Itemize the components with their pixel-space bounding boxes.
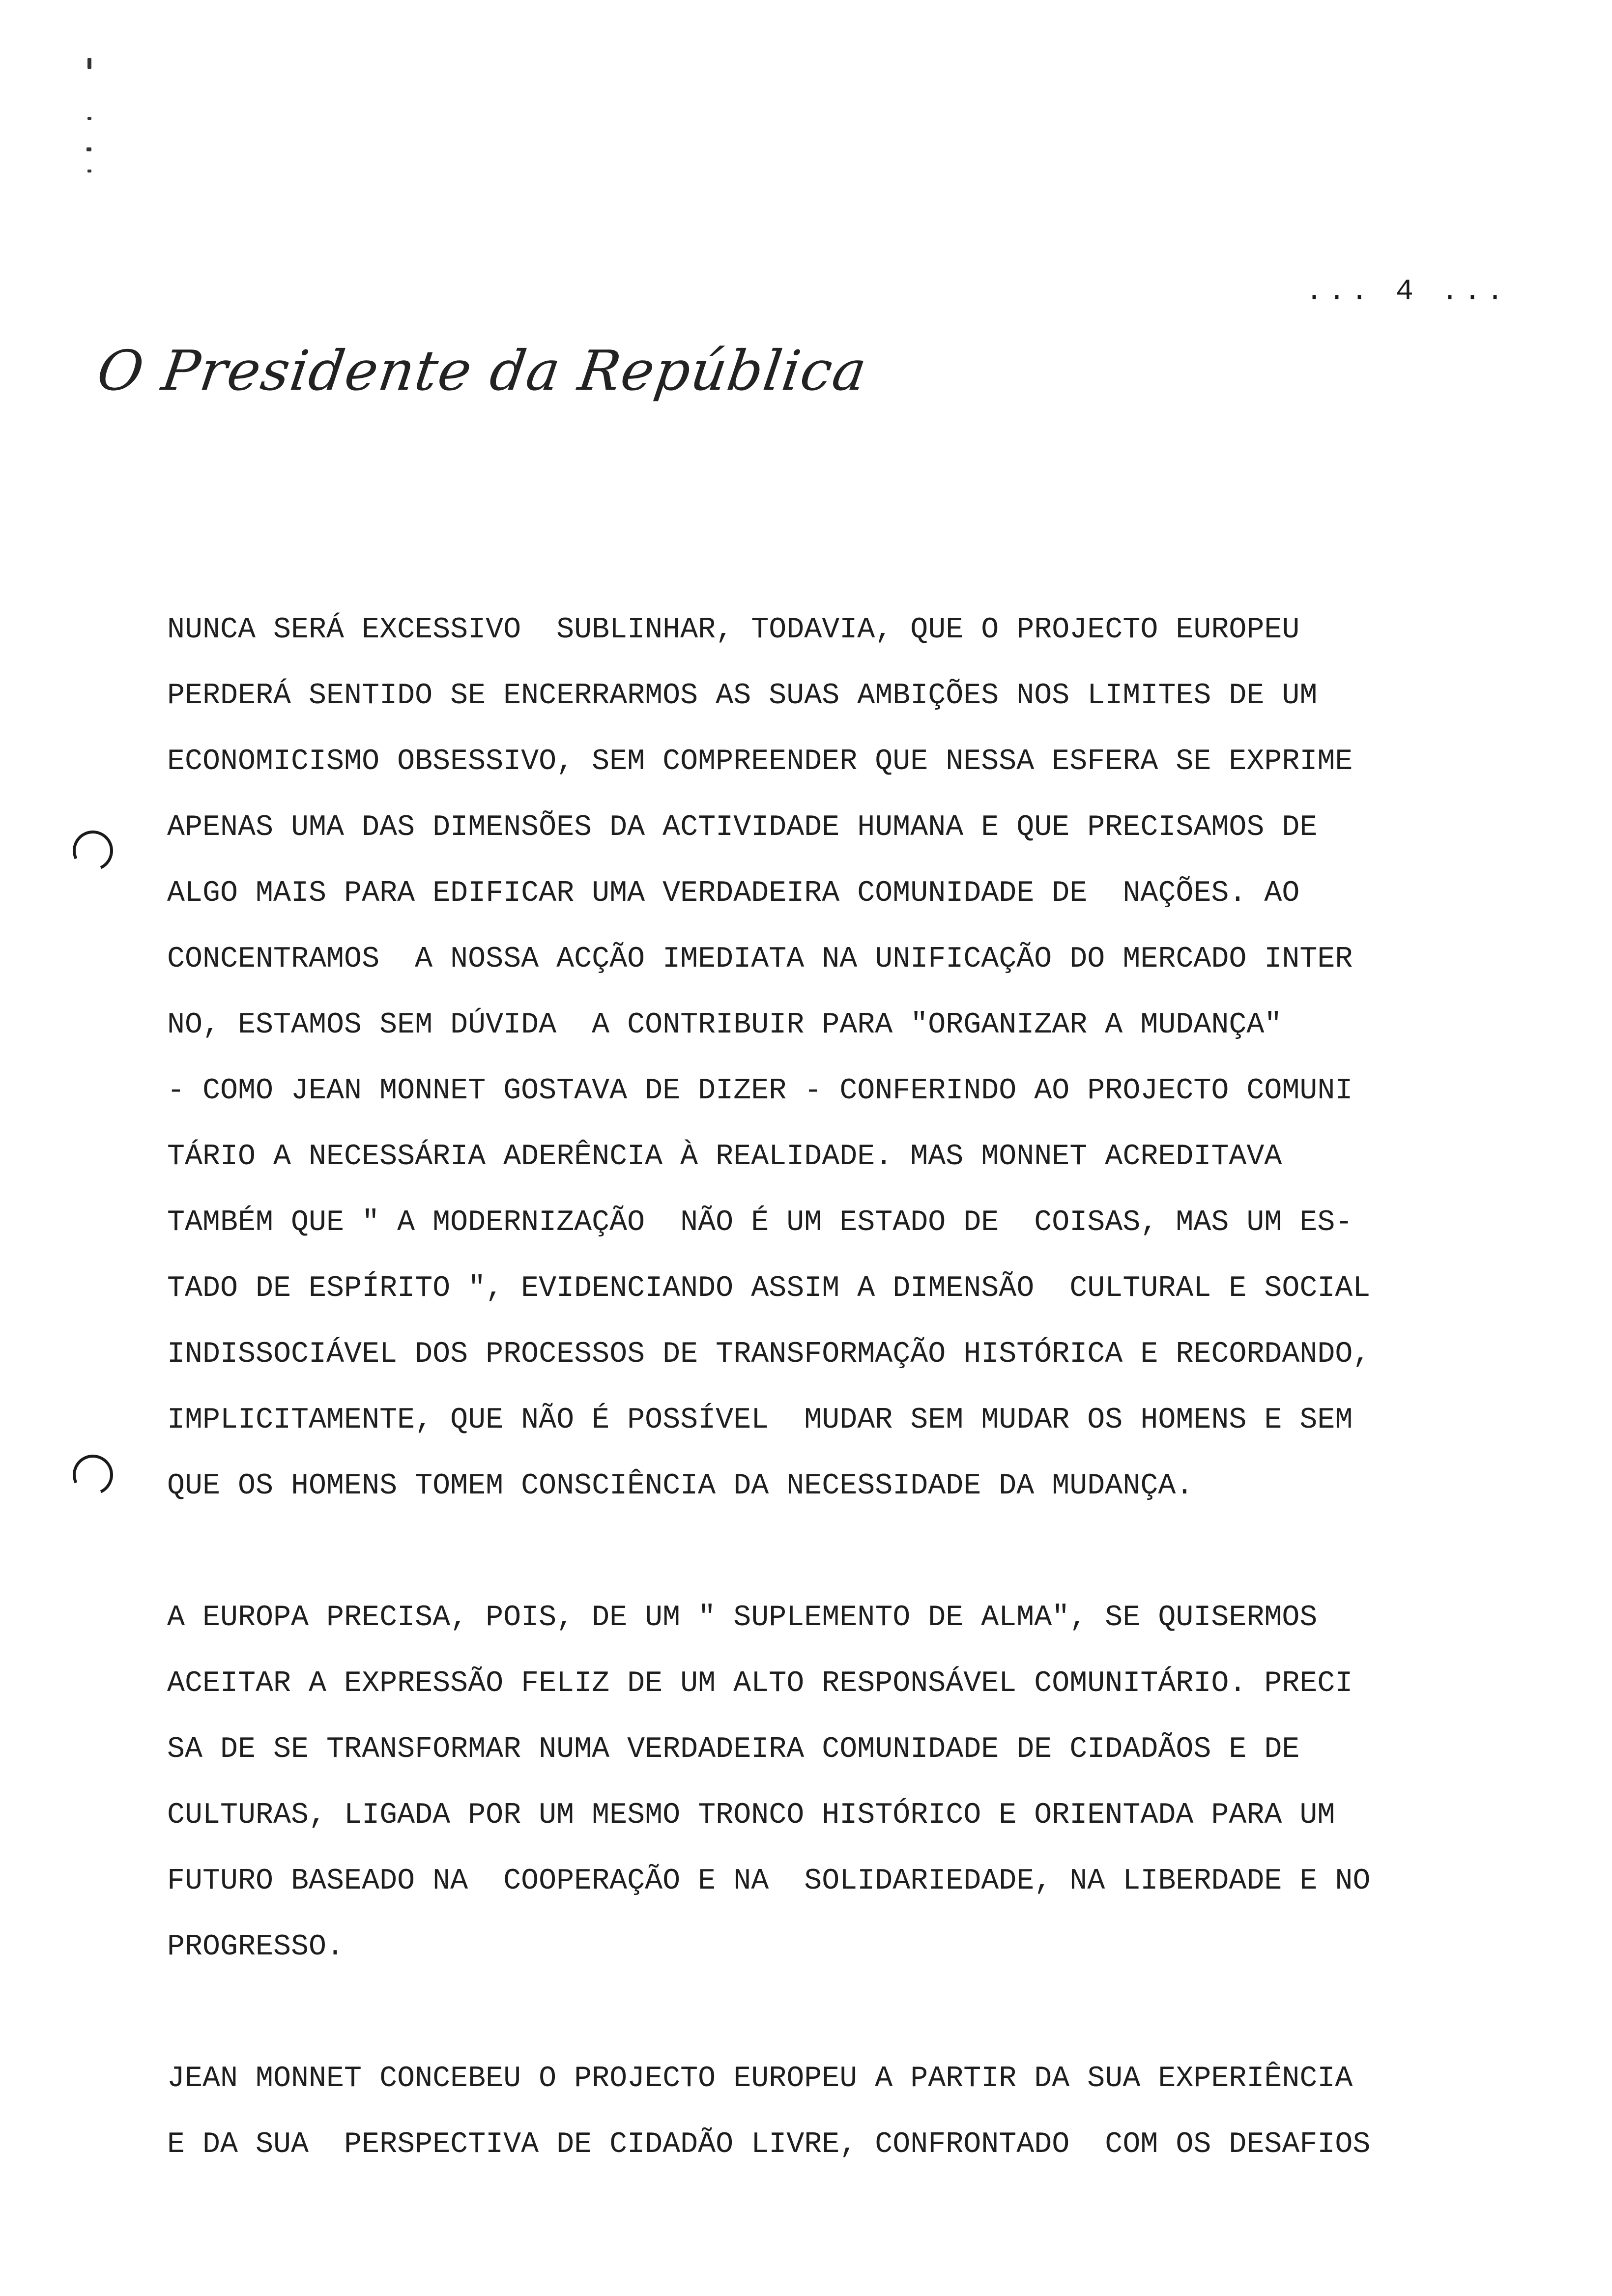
margin-mark <box>86 147 91 151</box>
paragraph <box>167 2046 1524 2178</box>
paragraph <box>167 1585 1524 1980</box>
text-line: NO, ESTAMOS SEM DÚVIDA A CONTRIBUIR PARA "ORGANIZAR A MUDANÇA" <box>167 1008 1282 1042</box>
page-number: ... 4 ... <box>1305 275 1509 309</box>
text-line: ALGO MAIS PARA EDIFICAR UMA VERDADEIRA COMUNIDADE DE NAÇÕES. AO <box>167 877 1300 910</box>
text-line: PERDERÁ SENTIDO SE ENCERRARMOS AS SUAS AMBIÇÕES NOS LIMITES DE UM <box>167 679 1318 713</box>
text-line: SA DE SE TRANSFORMAR NUMA VERDADEIRA COMUNIDADE DE CIDADÃOS E DE <box>167 1733 1300 1766</box>
text-line: APENAS UMA DAS DIMENSÕES DA ACTIVIDADE HUMANA E QUE PRECISAMOS DE <box>167 811 1318 844</box>
text-line: A EUROPA PRECISA, POIS, DE UM " SUPLEMENTO DE ALMA", SE QUISERMOS <box>167 1601 1318 1635</box>
margin-mark <box>87 170 91 172</box>
letterhead: O Presidente da República <box>93 339 871 403</box>
text-line: PROGRESSO. <box>167 1930 345 1964</box>
text-line: CONCENTRAMOS A NOSSA ACÇÃO IMEDIATA NA UNIFICAÇÃO DO MERCADO INTER <box>167 943 1353 976</box>
text-line: NUNCA SERÁ EXCESSIVO SUBLINHAR, TODAVIA, QUE O PROJECTO EUROPEU <box>167 613 1300 647</box>
text-line: TAMBÉM QUE " A MODERNIZAÇÃO NÃO É UM ESTADO DE COISAS, MAS UM ES- <box>167 1206 1353 1239</box>
margin-mark <box>87 58 91 69</box>
punch-hole-mark <box>67 825 118 876</box>
text-line: ECONOMICISMO OBSESSIVO, SEM COMPREENDER QUE NESSA ESFERA SE EXPRIME <box>167 745 1353 778</box>
text-line: E DA SUA PERSPECTIVA DE CIDADÃO LIVRE, CONFRONTADO COM OS DESAFIOS <box>167 2128 1371 2161</box>
text-line: ACEITAR A EXPRESSÃO FELIZ DE UM ALTO RESPONSÁVEL COMUNITÁRIO. PRECI <box>167 1667 1353 1700</box>
text-line: INDISSOCIÁVEL DOS PROCESSOS DE TRANSFORMAÇÃO HISTÓRICA E RECORDANDO, <box>167 1338 1371 1371</box>
margin-mark <box>87 117 91 120</box>
text-line: - COMO JEAN MONNET GOSTAVA DE DIZER - CONFERINDO AO PROJECTO COMUNI <box>167 1074 1353 1108</box>
punch-hole-mark <box>67 1449 118 1500</box>
text-line: QUE OS HOMENS TOMEM CONSCIÊNCIA DA NECESSIDADE DA MUDANÇA. <box>167 1469 1194 1503</box>
text-line: TADO DE ESPÍRITO ", EVIDENCIANDO ASSIM A DIMENSÃO CULTURAL E SOCIAL <box>167 1272 1371 1305</box>
text-line: TÁRIO A NECESSÁRIA ADERÊNCIA À REALIDADE. MAS MONNET ACREDITAVA <box>167 1140 1282 1174</box>
text-line: FUTURO BASEADO NA COOPERAÇÃO E NA SOLIDARIEDADE, NA LIBERDADE E NO <box>167 1865 1371 1898</box>
paragraph <box>167 597 1524 1519</box>
body-text <box>167 597 1524 2178</box>
text-line: CULTURAS, LIGADA POR UM MESMO TRONCO HISTÓRICO E ORIENTADA PARA UM <box>167 1799 1335 1832</box>
text-line: IMPLICITAMENTE, QUE NÃO É POSSÍVEL MUDAR SEM MUDAR OS HOMENS E SEM <box>167 1404 1353 1437</box>
text-line: JEAN MONNET CONCEBEU O PROJECTO EUROPEU A PARTIR DA SUA EXPERIÊNCIA <box>167 2062 1353 2095</box>
